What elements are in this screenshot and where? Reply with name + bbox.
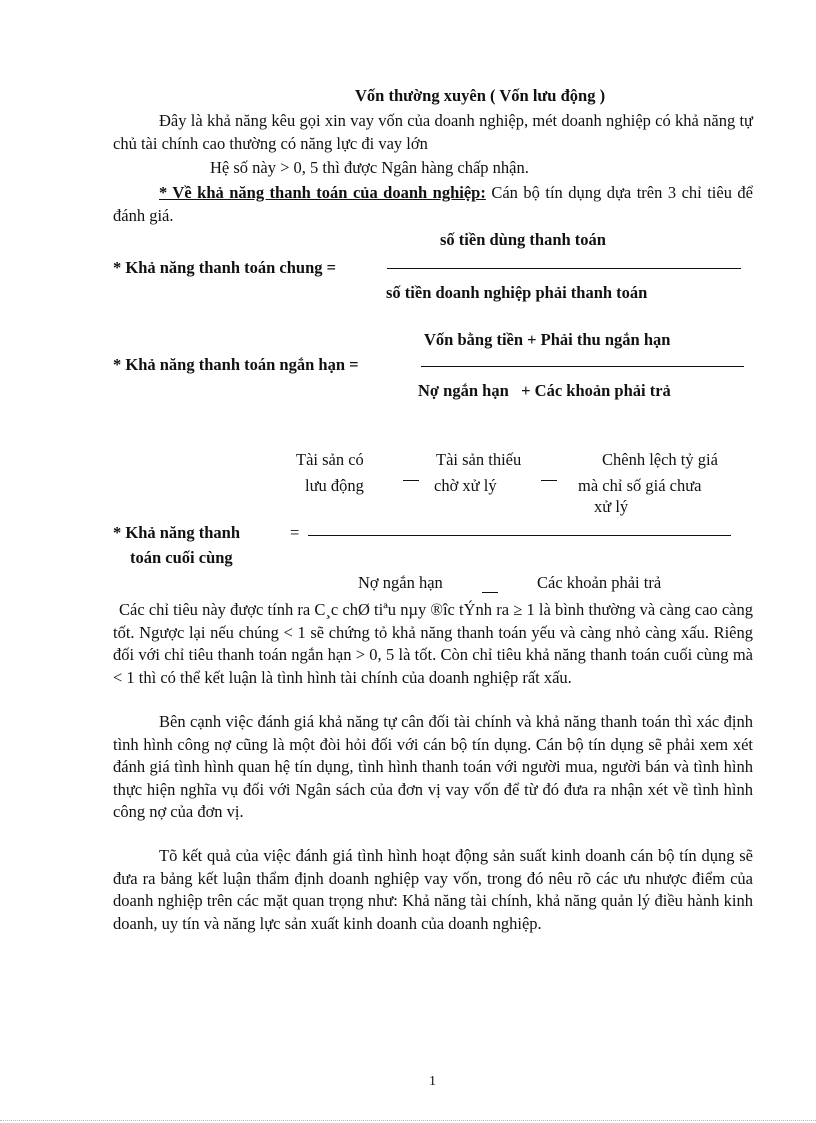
page-number: 1 <box>429 1074 436 1089</box>
formula-final-term3-line1: Chênh lệch tỷ giá <box>602 450 718 469</box>
formula-short-label: * Khả năng thanh toán ngắn hạn = <box>113 355 359 374</box>
paragraph-conclusion: Tõ kết quả của việc đánh giá tình hình hoạt động sản suất kinh doanh cán bộ tín dụng sẽ đưa ra bảng kết luận thẩm định doanh nghiệp vay vốn, trong đó nêu rõ các ưu nhược điểm của doanh nghiệp trên các mặt quan trọng như: Khả năng tài chính, khả năng quản lý điều hành kinh doanh, uy tín và năng lực sản xuất kinh doanh của doanh nghiệp. <box>113 846 753 933</box>
formula-general-numerator: số tiền dùng thanh toán <box>440 230 606 249</box>
formula-final-term3-line2: mà chỉ số giá chưa <box>578 476 702 495</box>
paragraph-indicators: Các chỉ tiêu này được tính ra C¸c chØ tiªu nµy ®îc tÝnh ra ≥ 1 là bình thường và càng cao càng tốt. Ngược lại nếu chúng < 1 sẽ chứng tỏ khả năng thanh toán yếu và càng nhỏ càng xấu. Riêng đối với chỉ tiêu thanh toán ngắn hạn > 0, 5 là tốt. Còn chỉ tiêu khả năng thanh toán cuối cùng mà < 1 thì có thể kết luận là tình hình tài chính của doanh nghiệp rất xấu. <box>113 600 753 687</box>
formula-final-term1-line1: Tài sản có <box>296 450 364 469</box>
formula-final-term2-line2: chờ xử lý <box>434 476 497 495</box>
formula-final-minus-2 <box>541 480 557 481</box>
section-title: Vốn thường xuyên ( Vốn lưu động ) <box>355 86 606 105</box>
formula-final-denominator-left: Nợ ngắn hạn <box>358 573 443 592</box>
formula-final-minus-1 <box>403 480 419 481</box>
section-heading-payment: * Về khả năng thanh toán của doanh nghiệp: <box>159 183 486 202</box>
formula-short-numerator: Vốn bằng tiền + Phải thu ngắn hạn <box>424 330 671 349</box>
paragraph-payment-intro <box>113 182 753 227</box>
section-intro-text: Cán bộ tín dụng dựa trên 3 chỉ tiêu để đánh giá. <box>113 183 753 225</box>
formula-short-fraction-bar <box>421 366 744 367</box>
formula-final-minus-3 <box>482 592 498 593</box>
formula-final-term2-line1: Tài sản thiếu <box>436 450 522 469</box>
formula-short-denominator: Nợ ngắn hạn + Các khoản phải trả <box>418 381 671 400</box>
formula-final-term1-line2: lưu động <box>305 476 364 495</box>
formula-general-denominator: số tiền doanh nghiệp phải thanh toán <box>386 283 648 302</box>
formula-final-term3-line3: xử lý <box>594 497 629 516</box>
paragraph-debt: Bên cạnh việc đánh giá khả năng tự cân đối tài chính và khả năng thanh toán thì xác định tình hình công nợ cũng là một đòi hỏi đối với cán bộ tín dụng. Cán bộ tín dụng sẽ phải xem xét đánh giá tình hình quan hệ tín dụng, tình hình thanh toán với người mua, người bán và tình hình thực hiện nghĩa vụ đối với Ngân sách của đơn vị vay vốn để từ đó đưa ra nhận xét về tình hình công nợ của đơn vị. <box>113 712 753 821</box>
formula-final-equals: = <box>290 523 300 542</box>
formula-final-label-line2: toán cuối cùng <box>130 548 233 567</box>
formula-general-fraction-bar <box>387 268 741 269</box>
formula-final-denominator-right: Các khoản phải trả <box>537 573 662 592</box>
paragraph-borrowing: Đây là khả năng kêu gọi xin vay vốn của doanh nghiệp, mét doanh nghiệp có khả năng tự chủ tài chính cao thường có năng lực đi vay lớn <box>113 111 753 153</box>
formula-general-label: * Khả năng thanh toán chung = <box>113 258 337 277</box>
formula-final-fraction-bar <box>308 535 731 536</box>
coefficient-note: Hệ số này > 0, 5 thì được Ngân hàng chấp nhận. <box>210 158 529 177</box>
formula-final-label-line1: * Khả năng thanh <box>113 523 241 542</box>
page-footer-divider <box>0 1120 816 1121</box>
